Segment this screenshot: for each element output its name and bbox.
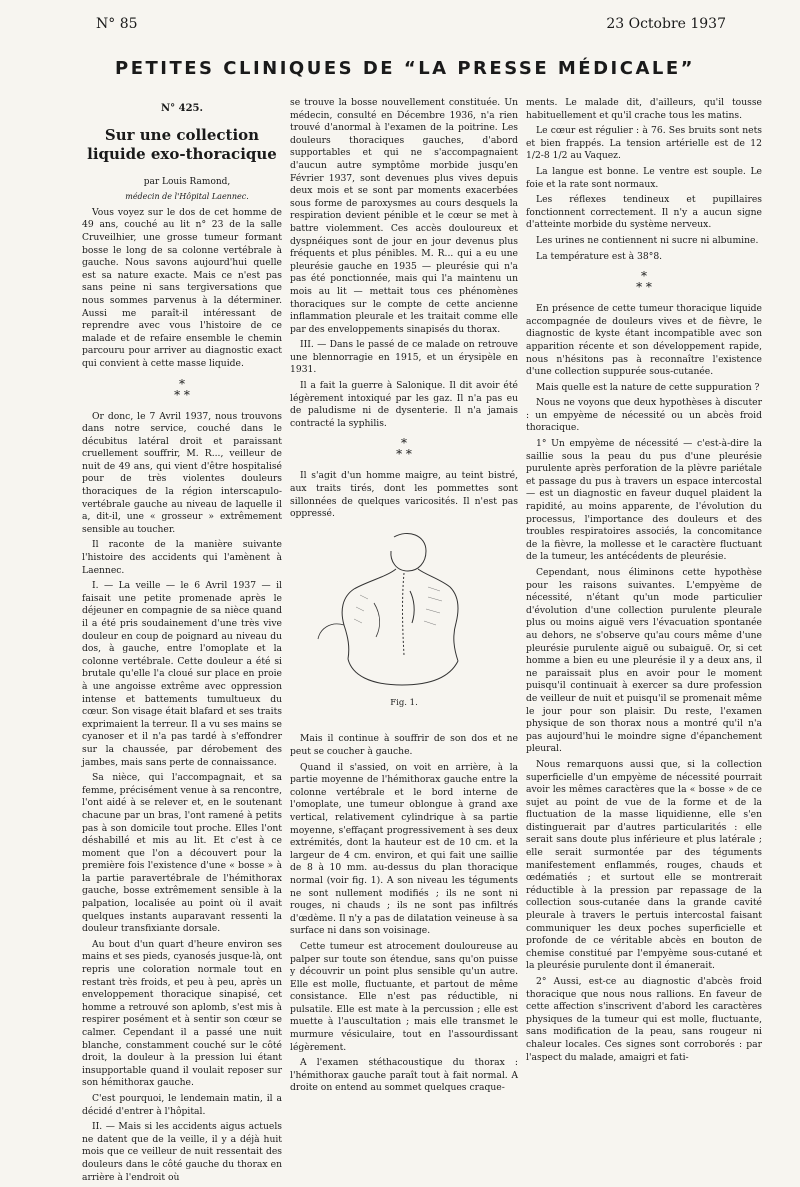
article-number: N° 425. xyxy=(161,103,203,114)
paragraph: Il s'agit d'un homme maigre, au teint bistré, aux traits tirés, dont les pommettes sont sillonnées de quelques varicosités. Il n'est pas oppressé. xyxy=(290,470,518,520)
paragraph: Les urines ne contiennent ni sucre ni albumine. xyxy=(536,234,759,246)
author-affiliation: médecin de l'Hôpital Laennec. xyxy=(125,192,249,202)
section-separator: * * * xyxy=(174,376,190,402)
paragraph: III. — Dans le passé de ce malade on retrouve une blennorragie en 1915, et un érysipèle en 1931. xyxy=(290,339,518,376)
paragraph: Or donc, le 7 Avril 1937, nous trouvons dans notre service, couché dans le décubitus latéral droit et paraissant cruellement souffrir, M. R..., veilleur de nuit de 49 ans, qui vient d'être hospitalisé pour de très violentes douleurs thoraciques de la région interscapulo-vertébrale gauche au niveau de laquelle il a, dit-il, une « grosseur » extrêmement sensible au toucher. xyxy=(82,410,282,535)
paragraph: Il raconte de la manière suivante l'histoire des accidents qui l'amènent à Laennec. xyxy=(82,539,282,576)
journal-title: PETITES CLINIQUES DE “LA PRESSE MÉDICALE” xyxy=(115,58,695,79)
paragraph: C'est pourquoi, le lendemain matin, il a décidé d'entrer à l'hôpital. xyxy=(82,1092,282,1117)
paragraph: Quand il s'assied, on voit en arrière, à la partie moyenne de l'hémithorax gauche entre la colonne vertébrale et le bord interne de l'omoplate, une tumeur oblongue à grand axe vertical, relativement cylindrique à sa partie moyenne, s'effaçant progressivement à ses deux extrémités, dont la hauteur est de 10 cm. et la largeur de 4 cm. environ, et qui fait une saillie de 8 à 10 mm. au-dessus du plan thoracique normal (voir fig. 1). A son niveau les téguments ne sont nullement modifiés ; ils ne sont ni rouges, ni chauds ; ils ne sont pas infiltrés d'œdème. Il n'y a pas de dilatation veineuse à sa surface ni dans son voisinage. xyxy=(290,761,518,937)
issue-date: 23 Octobre 1937 xyxy=(606,16,726,32)
paragraph: Nous remarquons aussi que, si la collection superficielle d'un empyème de nécessité pourrait avoir les mêmes caractères que la « bosse » de ce sujet au point de vue de la forme et de la fluctuation de la masse liquidienne, elle s'en distinguerait par d'autres particularités : elle serait sans doute plus inférieure et plus latérale ; elle serait surmontée par des téguments manifestement enflammés, rouges, chauds et œdématiés ; et surtout elle se montrerait réductible à la pression par repassage de la collection sous-cutanée dans la grande cavité pleurale à travers le pertuis intercostal faisant communiquer les deux poches superficielle et profonde de ce véritable abcès en bouton de chemise constitué par l'empyème sous-cutané et la pleurésie purulente dont il émanerait. xyxy=(526,758,762,972)
paragraph: 1° Un empyème de nécessité — c'est-à-dire la saillie sous la peau du pus d'une pleurésie purulente après perforation de la plèvre pariétale et passage du pus à travers un espace intercostal — est un diagnostic en faveur duquel plaident la rapidité, au moins apparente, de l'évolution du processus, l'importance des douleurs et des troubles respiratoires associés, la concomitance de la fièvre, la mollesse et le caractère fluctuant de la tumeur, les antécédents de pleurésie. xyxy=(526,438,762,563)
paragraph: Nous ne voyons que deux hypothèses à discuter : un empyème de nécessité ou un abcès froid thoracique. xyxy=(526,397,762,434)
column-3 xyxy=(526,97,762,1067)
paragraph: Il a fait la guerre à Salonique. Il dit avoir été légèrement intoxiqué par les gaz. Il n'a pas eu de paludisme ni de dysenterie. Il n'a jamais contracté la syphilis. xyxy=(290,380,518,429)
section-separator: * * * xyxy=(396,436,412,462)
paragraph: 2° Aussi, est-ce au diagnostic d'abcès froid thoracique que nous nous rallions. En faveur de cette affection s'inscrivent d'abord les caractères physiques de la tumeur qui est molle, fluctuante, sans modification de la peau, sans rougeur ni chaleur locales. Ces signes sont corroborés : par l'aspect du malade, amaigri et fati- xyxy=(526,976,762,1063)
author: par Louis Ramond, xyxy=(143,176,231,187)
paragraph: En présence de cette tumeur thoracique liquide accompagnée de douleurs vives et de fièvre, le diagnostic de kyste étant incompatible avec son apparition récente et son développement rapide, nous n'hésitons pas à reconnaître l'existence d'une collection suppurée sous-cutanée. xyxy=(526,303,762,378)
paragraph: I. — La veille — le 6 Avril 1937 — il faisait une petite promenade après le déjeuner en compagnie de sa nièce quand il a été pris soudainement d'une très vive douleur en coup de poignard au niveau du dos, à gauche, entre l'omoplate et la colonne vertébrale. Cette douleur a été si brutale qu'elle l'a cloué sur place en proie à une angoisse extrême avec oppression intense et battements tumultueux du cœur. Son visage était blafard et ses traits exprimaient la terreur. Il a vu ses mains se cyanoser et il n'a pas tardé à s'effondrer sur la chaussée, par dérobement des jambes, mais sans perte de connaissance. xyxy=(82,580,282,768)
paragraph: se trouve la bosse nouvellement constituée. Un médecin, consulté en Décembre 1936, n'a rien trouvé d'anormal à l'examen de la poitrine. Les douleurs thoraciques gauches, d'abord supportables et qui ne s'accompagnaient d'aucun autre symptôme morbide jusqu'en Février 1937, sont devenues plus vives depuis deux mois et se sont par moments exacerbées sous forme de paroxysmes au cours desquels la respiration devient pénible et le cœur se met à battre violemment. Ces accès douloureux et dyspnéiques sont de jour en jour devenus plus fréquents et plus pénibles. M. R... qui a eu une pleurésie gauche en 1935 — pleurésie qui n'a pas été ponctionnée, mais qui l'a maintenu un mois au lit — mettait tous ces phénomènes thoraciques sur le compte de cette ancienne inflammation pleurale et les traitait comme elle par des enveloppements sinapisés du thorax. xyxy=(290,97,518,335)
paragraph: Au bout d'un quart d'heure environ ses mains et ses pieds, cyanosés jusque-là, ont repris une coloration normale tout en restant très froids, et peu à peu, après un enveloppement thoracique sinapisé, cet homme a retrouvé son aplomb, s'est mis à respirer posément et à sentir son cœur se calmer. Cependant il a passé une nuit blanche, constamment couché sur le côté droit, la douleur à la pression lui étant insupportable quand il voulait reposer sur son hémithorax gauche. xyxy=(82,938,282,1089)
paragraph: Les réflexes tendineux et pupillaires fonctionnent correctement. Il n'y a aucun signe d'atteinte morbide du système nerveux. xyxy=(526,194,762,231)
paragraph: Mais quelle est la nature de cette suppuration ? xyxy=(536,381,760,393)
column-2 xyxy=(290,97,518,1098)
paragraph: Le cœur est régulier : à 76. Ses bruits sont nets et bien frappés. La tension artérielle est de 12 1/2-8 1/2 au Vaquez. xyxy=(526,125,762,162)
article-title: Sur une collection liquide exo-thoracique xyxy=(87,125,277,163)
paragraph: A l'examen stéthacoustique du thorax : l'hémithorax gauche paraît tout à fait normal. A droite on entend au sommet quelques craque- xyxy=(290,1057,518,1094)
paragraph: La langue est bonne. Le ventre est souple. Le foie et la rate sont normaux. xyxy=(526,165,762,190)
figure-caption: Fig. 1. xyxy=(390,697,418,708)
figure-1-back-illustration xyxy=(290,525,518,695)
paragraph: ments. Le malade dit, d'ailleurs, qu'il tousse habituellement et qu'il crache tous les matins. xyxy=(526,97,762,121)
paragraph: Cette tumeur est atrocement douloureuse au palper sur toute son étendue, sans qu'on puisse y découvrir un point plus sensible qu'un autre. Elle est molle, fluctuante, et partout de même consistance. Elle n'est pas réductible, ni pulsatile. Elle est mate à la percussion ; elle est muette à l'auscultation ; mais elle transmet le murmure vésiculaire, tout en l'assourdissant légèrement. xyxy=(290,940,518,1053)
paragraph: Vous voyez sur le dos de cet homme de 49 ans, couché au lit n° 23 de la salle Cruveilhier, une grosse tumeur formant bosse le long de sa colonne vertébrale à gauche. Nous savons aujourd'hui quelle est sa nature exacte. Mais ce n'est pas sans peine ni sans tergiversations que nous sommes parvenus à la déterminer. Aussi me paraît-il intéressant de reprendre avec vous l'histoire de ce malade et de refaire ensemble le chemin parcouru pour arriver au diagnostic exact qui convient à cette masse liquide. xyxy=(82,206,282,369)
paragraph: La température est à 38°8. xyxy=(536,250,663,262)
paragraph: II. — Mais si les accidents aigus actuels ne datent que de la veille, il y a déjà huit mois que ce veilleur de nuit ressentait des douleurs dans le côté gauche du thorax en arrière à l'endroit où xyxy=(82,1121,282,1183)
paragraph: Mais il continue à souffrir de son dos et ne peut se coucher à gauche. xyxy=(290,733,518,757)
section-separator: * * * xyxy=(636,269,652,295)
column-1 xyxy=(82,97,282,1187)
paragraph: Cependant, nous éliminons cette hypothèse pour les raisons suivantes. L'empyème de nécessité, n'étant qu'un mode particulier d'évolution d'une collection purulente pleurale plus ou moins aiguë vers l'évacuation spontanée au dehors, ne s'observe qu'au cours même d'une pleurésie purulente aiguë ou subaiguë. Or, si cet homme a bien eu une pleurésie il y a deux ans, il ne paraissait plus en avoir pour le moment puisqu'il continuait à exercer sa dure profession de veilleur de nuit et puisqu'il se promenait même le jour pour son plaisir. Du reste, l'examen physique de son thorax nous a montré qu'il n'a pas aujourd'hui le moindre signe d'épanchement pleural. xyxy=(526,567,762,755)
paragraph: Sa nièce, qui l'accompagnait, et sa femme, précisément venue à sa rencontre, l'ont aidé à se relever et, en le soutenant chacune par un bras, l'ont ramené à petits pas à son domicile tout proche. Elles l'ont déshabillé et mis au lit. Et c'est à ce moment que l'on a découvert pour la première fois l'existence d'une « bosse » à la partie paravertébrale de l'hémithorax gauche, bosse extrêmement sensible à la palpation, localisée au point où il avait quelques instants auparavant ressenti la douleur transfixiante dorsale. xyxy=(82,772,282,935)
issue-number: N° 85 xyxy=(96,16,138,32)
